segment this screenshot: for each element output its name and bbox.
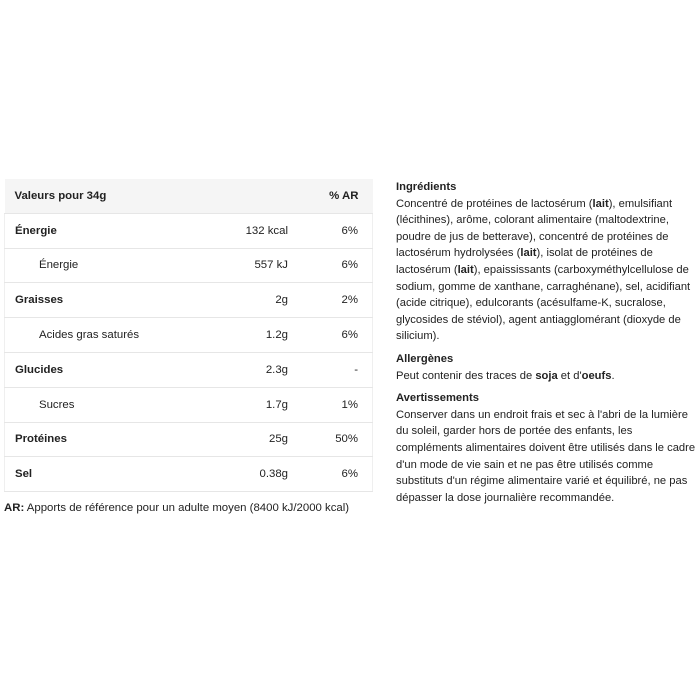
allergens-title: Allergènes [396, 352, 454, 365]
nutrient-value: 1.2g [198, 318, 288, 353]
warnings-text: Conserver dans un endroit frais et sec à l'abri de la lumière du soleil, garder hors de portée des enfants, les compléments alimentaires doivent être utilisés dans le cadre d'un mode de vie sain et ne pas être utilisés comme substituts d'un régime alimentaire varié et équilibré, ne pas dépasser la dose journalière recommandée. [396, 408, 696, 504]
ingredients-text-part: ), isolat de protéines de lactosérum ( [396, 247, 653, 276]
allergen-soy: soja [535, 369, 558, 382]
row-protein [5, 422, 373, 457]
nutrient-value: 0.38g [198, 457, 288, 492]
nutrient-value: 557 kJ [198, 248, 288, 283]
nutrient-name: Glucides [5, 352, 199, 387]
header-ar: % AR [288, 179, 373, 213]
nutrition-header-row [5, 179, 373, 213]
nutrient-value: 132 kcal [198, 213, 288, 248]
ingredients-allergen: lait [520, 247, 537, 260]
row-carbs [5, 352, 373, 387]
nutrient-name: Énergie [5, 213, 199, 248]
nutrient-ar: 6% [288, 318, 373, 353]
nutrient-name: Graisses [5, 283, 199, 318]
nutrient-ar: 1% [288, 387, 373, 422]
allergens-text [396, 368, 696, 385]
row-energy-kj [5, 248, 373, 283]
nutrient-ar: - [288, 352, 373, 387]
nutrient-value: 2g [198, 283, 288, 318]
row-sugars [5, 387, 373, 422]
nutrition-table [4, 179, 373, 492]
allergens-text-part: et d' [557, 369, 582, 382]
nutrient-name: Sucres [5, 387, 199, 422]
ingredients-allergen: lait [457, 263, 474, 276]
ar-footnote-label: AR: [4, 502, 25, 514]
row-energy-kcal [5, 213, 373, 248]
ar-footnote-text: Apports de référence pour un adulte moyen (8400 kJ/2000 kcal) [24, 502, 350, 514]
ingredients-text [396, 196, 696, 345]
allergen-eggs: oeufs [581, 369, 612, 382]
nutrient-name: Acides gras saturés [5, 318, 199, 353]
nutrient-value: 25g [198, 422, 288, 457]
nutrient-name: Protéines [5, 422, 199, 457]
row-fat [5, 283, 373, 318]
allergens-text-part: . [611, 369, 615, 382]
allergens-text-part: Peut contenir des traces de [396, 369, 536, 382]
header-per-serving: Valeurs pour 34g [5, 179, 199, 213]
product-info [396, 179, 696, 512]
ingredients-text-part: ), emulsifiant (lécithines), arôme, colorant alimentaire (maltodextrine, poudre de jus de betterave), concentré de protéines de lactosérum hydrolysées ( [396, 197, 673, 260]
ingredients-text-part: Concentré de protéines de lactosérum ( [396, 197, 593, 210]
nutrient-ar: 2% [288, 283, 373, 318]
nutrient-ar: 6% [288, 457, 373, 492]
ingredients-text-part: ), epaississants (carboxyméthylcellulose de sodium, gomme de xanthane, carraghénane), sel, acidifiant (acide citrique), edulcorants (acésulfame-K, sucralose, glycosides de stéviol), agent antiagglomérant (dioxyde de silicium). [396, 263, 691, 343]
nutrient-value: 2.3g [198, 352, 288, 387]
row-saturated-fat [5, 318, 373, 353]
ingredients-title: Ingrédients [396, 181, 457, 193]
header-value [198, 179, 288, 213]
nutrient-value: 1.7g [198, 387, 288, 422]
nutrient-name: Sel [5, 457, 199, 492]
warnings-title: Avertissements [396, 392, 479, 405]
nutrient-ar: 50% [288, 422, 373, 457]
ar-footnote [4, 502, 349, 514]
nutrient-name: Énergie [5, 248, 199, 283]
nutrient-ar: 6% [288, 248, 373, 283]
nutrient-ar: 6% [288, 213, 373, 248]
ingredients-allergen: lait [592, 197, 609, 210]
row-salt [5, 457, 373, 492]
